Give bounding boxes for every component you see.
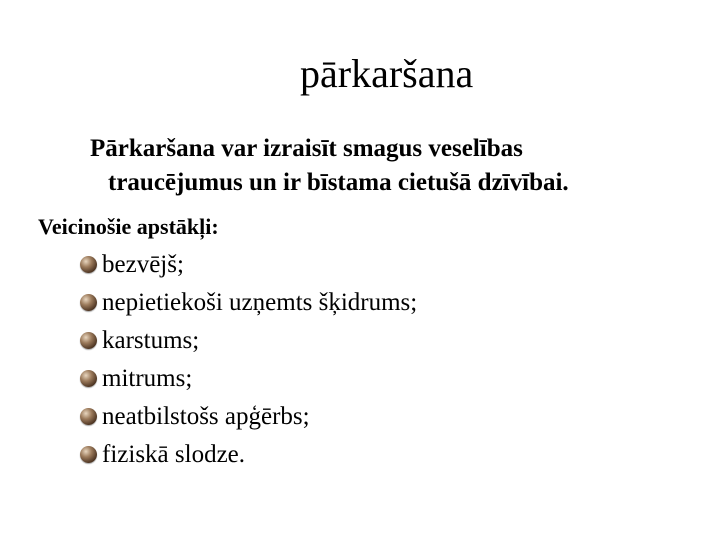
bullet-icon xyxy=(80,370,97,387)
list-item-text: nepietiekoši uzņemts šķidrums; xyxy=(102,289,418,316)
bullet-icon xyxy=(80,446,97,463)
list-item-text: karstums; xyxy=(102,327,200,354)
list-item-text: neatbilstošs apģērbs; xyxy=(102,403,310,430)
list-item xyxy=(80,398,417,436)
bullet-icon xyxy=(80,332,97,349)
list-item xyxy=(80,322,417,360)
bullet-icon xyxy=(80,294,97,311)
intro-line-1: Pārkaršana var izraisīt smagus veselības xyxy=(90,135,523,162)
list-item xyxy=(80,284,417,322)
intro-paragraph xyxy=(90,132,710,200)
conditions-list xyxy=(80,246,417,474)
bullet-icon xyxy=(80,256,97,273)
list-item xyxy=(80,246,417,284)
slide-title: pārkaršana xyxy=(300,51,474,96)
bullet-icon xyxy=(80,408,97,425)
list-item-text: mitrums; xyxy=(102,365,193,392)
list-item-text: bezvējš; xyxy=(102,251,184,278)
conditions-heading: Veicinošie apstākļi: xyxy=(38,214,219,239)
list-item xyxy=(80,360,417,398)
list-item xyxy=(80,436,417,474)
list-item-text: fiziskā slodze. xyxy=(102,441,246,468)
intro-line-2: traucējumus un ir bīstama cietušā dzīvībai. xyxy=(108,169,569,196)
